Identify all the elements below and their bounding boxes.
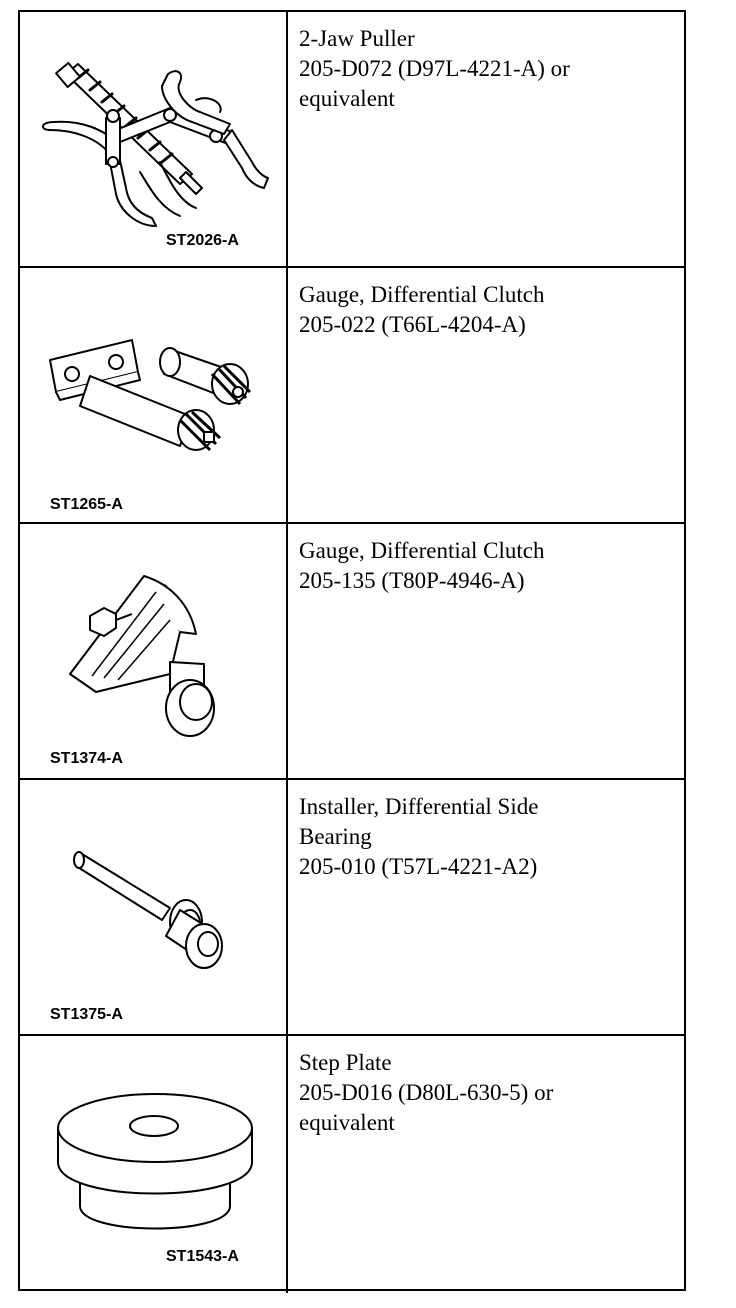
tool-description xyxy=(299,792,679,882)
step-plate-icon xyxy=(20,1036,286,1291)
tool-name-continued: Bearing xyxy=(299,824,372,849)
tool-code-label: ST2026-A xyxy=(166,232,239,249)
tool-part-number: 205-022 (T66L-4204-A) xyxy=(299,312,526,337)
table-row xyxy=(20,12,684,268)
tool-illustration-cell xyxy=(20,268,288,522)
two-jaw-puller-icon xyxy=(20,12,286,266)
tool-description xyxy=(299,280,679,340)
tool-description xyxy=(299,536,679,596)
tool-name: 2-Jaw Puller xyxy=(299,26,415,51)
special-tools-table xyxy=(18,10,686,1291)
tool-name: Gauge, Differential Clutch xyxy=(299,538,545,563)
table-row xyxy=(20,524,684,780)
tool-description xyxy=(299,1048,679,1138)
tool-part-number: 205-D016 (D80L-630-5) or xyxy=(299,1080,554,1105)
tool-code-label: ST1543-A xyxy=(166,1248,239,1265)
tool-equivalent-note: equivalent xyxy=(299,86,395,111)
tool-code-label: ST1375-A xyxy=(50,1006,123,1023)
tool-description xyxy=(299,24,679,114)
tool-illustration-cell xyxy=(20,12,288,266)
table-row xyxy=(20,268,684,524)
tool-equivalent-note: equivalent xyxy=(299,1110,395,1135)
tool-name: Step Plate xyxy=(299,1050,392,1075)
tool-illustration-cell xyxy=(20,524,288,778)
tool-part-number: 205-D072 (D97L-4221-A) or xyxy=(299,56,570,81)
side-bearing-installer-icon xyxy=(20,780,286,1034)
table-row xyxy=(20,780,684,1036)
differential-clutch-gauge-icon xyxy=(20,268,286,522)
tool-name: Gauge, Differential Clutch xyxy=(299,282,545,307)
tool-code-label: ST1265-A xyxy=(50,496,123,513)
tool-illustration-cell xyxy=(20,1036,288,1293)
tool-illustration-cell xyxy=(20,780,288,1034)
tool-name: Installer, Differential Side xyxy=(299,794,539,819)
differential-clutch-gauge-block-icon xyxy=(20,524,286,778)
tool-part-number: 205-010 (T57L-4221-A2) xyxy=(299,854,538,879)
table-row xyxy=(20,1036,684,1293)
tool-part-number: 205-135 (T80P-4946-A) xyxy=(299,568,525,593)
tool-code-label: ST1374-A xyxy=(50,750,123,767)
